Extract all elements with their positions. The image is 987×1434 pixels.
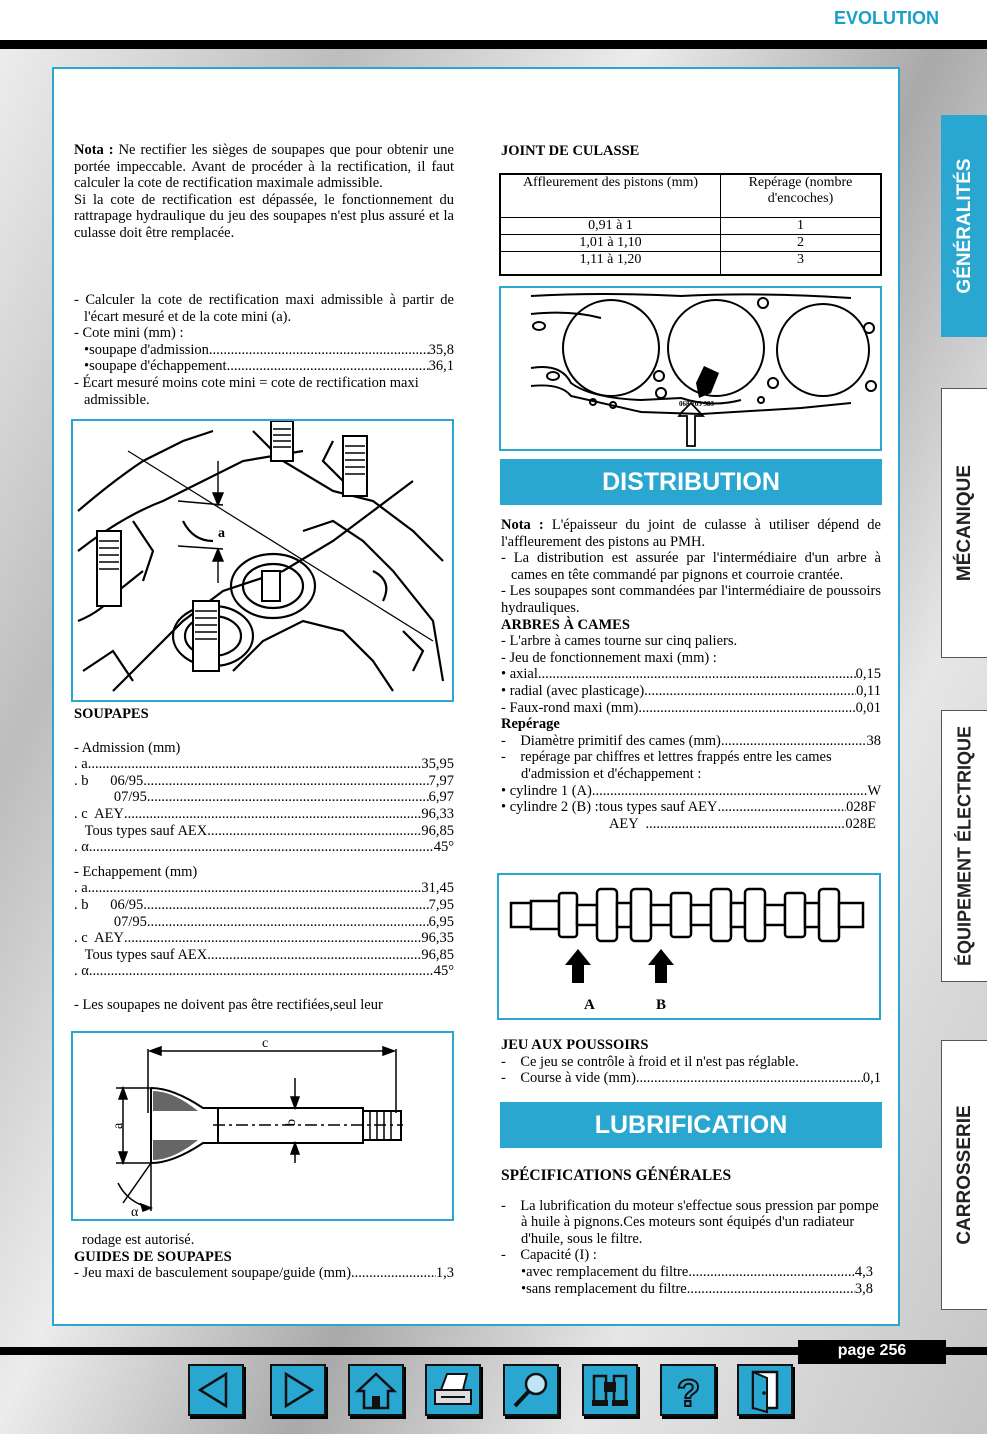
spec-line: 07/95 ..... 6,97 <box>74 789 454 806</box>
echappement-list <box>74 880 454 980</box>
distribution-block: Nota : L'épaisseur du joint de culasse à utiliser dépend de l'affleurement des pistons au PMH. - La distribution est assurée par l'intermédiaire d'un arbre à cames en tête commandé par pignons et courroie crantée. - Les soupapes sont commandées par l'intermédiaire de poussoirs hydrauliques. ARBRES À CAMES - L'arbre à cames tourne sur cinq paliers. - Jeu de fonctionnement maxi (mm) : • axial ..... 0,15 • radial (avec plasticage) ..... 0,11 - Faux-rond maxi (mm) ..... 0,01 Repérage - Diamètre primitif des cames (mm) ..... 38 - repérage par chiffres et lettres frappés entre les cames d'admission et d'échappement : • cylindre 1 (A) ..... W • cylindre 2 (B) :tous types sauf AEY ..... 028F AEY ..... 028E <box>501 517 881 832</box>
tab-generalites[interactable]: GÉNÉRALITÉS <box>941 115 987 337</box>
fig2-label-a: a <box>111 1122 126 1129</box>
search-button[interactable] <box>503 1364 559 1416</box>
brand-label: EVOLUTION <box>833 8 939 28</box>
admission-list <box>74 756 454 856</box>
spec-line: 07/95 ..... 6,95 <box>74 914 454 931</box>
spec-line: . c AEY ..... 96,33 <box>74 806 454 823</box>
top-rule <box>0 40 987 49</box>
tab-mecanique[interactable]: MÉCANIQUE <box>941 388 987 658</box>
gasket-code: 068 103 383 <box>679 400 714 408</box>
calc-block: - Calculer la cote de rectification maxi admissible à partir de l'écart mesuré et de la cote mini (a). - Cote mini (mm) : •soupape d'admission ..... 35,8 •soupape d'échappement ..... 36,1 - Écart mesuré moins cote mini = cote de rectification maxi admissible. <box>74 292 454 408</box>
exit-icon <box>739 1366 791 1414</box>
spec-line: . b 06/95 ..... 7,95 <box>74 897 454 914</box>
print-button[interactable] <box>425 1364 481 1416</box>
spec-line: Tous types sauf AEX ..... 96,85 <box>74 947 454 964</box>
adm-line: •soupape d'admission ..... 35,8 <box>74 342 454 359</box>
guides-line: - Jeu maxi de basculement soupape/guide (mm) ..... 1,3 <box>74 1265 454 1282</box>
tab-equipement-electrique[interactable]: ÉQUIPEMENT ÉLECTRIQUE <box>941 710 987 982</box>
table-row: 1,11 à 1,20 3 <box>500 252 881 276</box>
spec-line: . a ..... 31,45 <box>74 880 454 897</box>
lubrification-banner: LUBRIFICATION <box>500 1102 882 1148</box>
guides-block: rodage est autorisé. GUIDES DE SOUPAPES - Jeu maxi de basculement soupape/guide (mm) ..... 1,3 <box>74 1232 454 1282</box>
binoculars-button[interactable] <box>582 1364 638 1416</box>
spec-line: . a ..... 35,95 <box>74 756 454 773</box>
top-bar <box>0 0 987 40</box>
spec-line: . α ..... 45° <box>74 963 454 980</box>
gasket-figure <box>499 286 882 451</box>
cylindre1-line: • cylindre 1 (A) ..... W <box>501 783 881 800</box>
diametre-line: - Diamètre primitif des cames (mm) ..... 38 <box>501 733 881 750</box>
course-line: - Course à vide (mm) ..... 0,1 <box>501 1070 881 1087</box>
tab-carrosserie[interactable]: CARROSSERIE <box>941 1040 987 1310</box>
nota-block: Nota : Ne rectifier les sièges de soupapes que pour obtenir une portée impeccable. Avant de procéder à la rectification, il faut calculer la cote de rectification maximale admissible. Si la cote de rectification est dépassée, le fonctionnement du rattrapage hydraulique du jeu des soupapes n'est plus assuré et la culasse doit être remplacée. <box>74 142 454 241</box>
help-icon <box>662 1366 714 1414</box>
axial-line: • axial ..... 0,15 <box>501 666 881 683</box>
prev-button[interactable] <box>188 1364 244 1416</box>
cam-label-a: A <box>584 997 595 1013</box>
spec-line: . b 06/95 ..... 7,97 <box>74 773 454 790</box>
camshaft-drawing <box>499 875 879 1018</box>
table-row: 1,01 à 1,10 2 <box>500 235 881 252</box>
gasket-drawing <box>501 288 880 449</box>
fig1-label-a: a <box>218 526 225 541</box>
avec-filtre-line: •avec remplacement du filtre ..... 4,3 <box>501 1264 873 1281</box>
spec-line: . α ..... 45° <box>74 839 454 856</box>
next-icon <box>272 1366 324 1414</box>
svg-text:?: ? <box>677 1373 701 1414</box>
valve-figure <box>71 1031 454 1221</box>
joint-table <box>499 173 882 276</box>
joint-title-block: JOINT DE CULASSE <box>501 143 640 159</box>
exit-button[interactable] <box>737 1364 793 1416</box>
camshaft-figure <box>497 873 881 1020</box>
fig2-label-alpha: α <box>131 1205 139 1219</box>
search-icon <box>505 1366 557 1414</box>
radial-line: • radial (avec plasticage) ..... 0,11 <box>501 683 881 700</box>
cylinder-head-figure <box>71 419 454 702</box>
table-row: 0,91 à 1 1 <box>500 218 881 235</box>
fig2-label-b: b <box>284 1119 299 1126</box>
page-number: page 256 <box>798 1340 946 1364</box>
cylinder-head-drawing <box>73 421 452 700</box>
home-button[interactable] <box>348 1364 404 1416</box>
table-header-row: Affleurement des pistons (mm) Repérage (nombre d'encoches) <box>500 174 881 218</box>
sans-filtre-line: •sans remplacement du filtre ..... 3,8 <box>501 1281 873 1298</box>
spec-line: . c AEY ..... 96,35 <box>74 930 454 947</box>
soupapes-block: SOUPAPES - Admission (mm) . a ..... 35,95 . b 06/95 ..... 7,97 07/95 ..... 6,97 . c AEY ..... 96,33 Tous types sauf AEX ..... 96,85 . α ..... 45° - Echappement (mm) . a ..... 31,45 . b 06/95 ..... 7,95 07/95 ..... 6,95 . c AEY ..... 96,35 Tous types sauf AEX ..... 96,85 . α ..... 45° - Les soupapes ne doivent pas être rectifiées,seul leur <box>74 706 454 1014</box>
distribution-banner: DISTRIBUTION <box>500 459 882 505</box>
lubrification-block: SPÉCIFICATIONS GÉNÉRALES - La lubrification du moteur s'effectue sous pression par pompe à huile à pignons.Ces moteurs sont équipés d'un radiateur d'huile, sous le filtre. - Capacité (I) : •avec remplacement du filtre ..... 4,3 •sans remplacement du filtre ..... 3,8 <box>501 1168 881 1297</box>
valve-drawing <box>73 1033 452 1219</box>
cylindre2-line: • cylindre 2 (B) :tous types sauf AEY ..... 028F <box>501 799 876 816</box>
print-icon <box>427 1366 479 1414</box>
binoculars-icon <box>584 1366 636 1414</box>
ech-line: •soupape d'échappement ..... 36,1 <box>74 358 454 375</box>
spec-line: Tous types sauf AEX ..... 96,85 <box>74 823 454 840</box>
prev-icon <box>190 1366 242 1414</box>
faux-rond-line: - Faux-rond maxi (mm) ..... 0,01 <box>501 700 881 717</box>
cylindre2-aey-line: AEY ..... 028E <box>501 816 876 833</box>
help-button[interactable] <box>660 1364 716 1416</box>
home-icon <box>350 1366 402 1414</box>
fig2-label-c: c <box>262 1036 269 1051</box>
jeu-block: JEU AUX POUSSOIRS - Ce jeu se contrôle à froid et il n'est pas réglable. - Course à vide (mm) ..... 0,1 <box>501 1037 881 1087</box>
next-button[interactable] <box>270 1364 326 1416</box>
cam-label-b: B <box>656 997 667 1013</box>
